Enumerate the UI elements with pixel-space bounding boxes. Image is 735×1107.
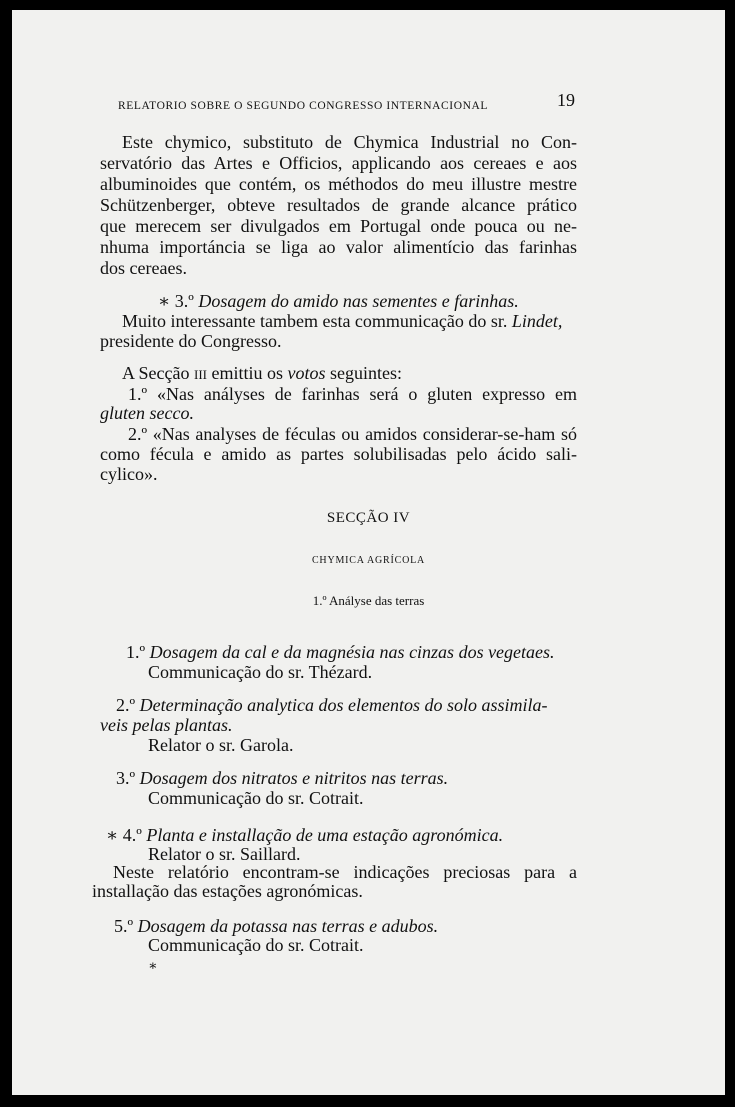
- item-note: Communicação do sr. Cotrait.: [148, 788, 364, 808]
- item-title: Dosagem dos nitratos e nitritos nas terras.: [139, 768, 449, 788]
- section-title: SECÇÃO IV: [326, 510, 411, 526]
- item-3-text: presidente do Congresso.: [100, 331, 282, 351]
- section-subtitle: CHYMICA AGRÍCOLA: [311, 555, 426, 566]
- text-line: que merecem ser divulgados em Portugal onde pouca ou ne-: [100, 216, 577, 236]
- voto-1: 1.º «Nas anályses de farinhas será o gluten expresso em: [128, 384, 577, 404]
- item-title: Dosagem da cal e da magnésia nas cinzas dos vegetaes.: [149, 642, 555, 662]
- votos-intro: [122, 363, 402, 385]
- page-number: 19: [557, 90, 575, 110]
- end-asterisk: ∗: [148, 959, 158, 974]
- item-note: Relator o sr. Saillard.: [148, 844, 301, 864]
- item-5-heading: [114, 916, 438, 936]
- item-number: 3.º: [116, 768, 136, 788]
- item-number: ∗ 4.º: [106, 825, 142, 845]
- item-title-cont: veis pelas plantas.: [100, 715, 233, 735]
- text-line: nhuma importáncia se liga ao valor alimentício das farinhas: [100, 237, 577, 257]
- voto-1-end: gluten secco.: [100, 403, 194, 423]
- text-line: Este chymico, substituto de Chymica Industrial no Con-: [122, 132, 577, 152]
- item-note: Communicação do sr. Cotrait.: [148, 935, 364, 955]
- person-name: Lindet,: [511, 311, 563, 331]
- item-title: Planta e installação de uma estação agronómica.: [146, 825, 504, 845]
- text-line: dos cereaes.: [100, 258, 187, 278]
- item-number: 2.º: [116, 695, 136, 715]
- item-4-text: installação das estações agronómicas.: [92, 881, 363, 901]
- item-3s4-heading: [116, 768, 448, 788]
- item-3-text: [122, 311, 577, 331]
- text-line: Schützenberger, obteve resultados de grande alcance prático: [100, 195, 577, 215]
- voto-2: cylico».: [100, 464, 158, 484]
- text-span: emittiu os: [211, 363, 283, 383]
- running-header: RELATORIO SOBRE O SEGUNDO CONGRESSO INTERNACIONAL: [118, 100, 489, 112]
- item-number: 5.º: [114, 916, 134, 936]
- text-span: A Secção: [122, 363, 190, 383]
- item-2-heading: [116, 695, 548, 715]
- voto-2: 2.º «Nas analyses de féculas ou amidos considerar-se-ham só: [128, 424, 577, 444]
- item-3-heading: [158, 291, 519, 311]
- voto-2: como fécula e amido as partes solubilisadas pelo ácido sali-: [100, 444, 577, 464]
- item-title: Dosagem do amido nas sementes e farinhas.: [198, 291, 519, 311]
- text-line: servatório das Artes e Officios, applicando aos cereaes e aos: [100, 153, 577, 173]
- section-ref: III: [193, 367, 207, 382]
- item-note: Communicação do sr. Thézard.: [148, 662, 373, 682]
- item-4-heading: [106, 825, 503, 845]
- item-title: Dosagem da potassa nas terras e adubos.: [137, 916, 439, 936]
- item-number: 1.º: [126, 642, 146, 662]
- text-span: Muito interessante tambem esta communicação do sr.: [122, 311, 508, 331]
- item-number: ∗ 3.º: [158, 291, 194, 311]
- item-title: Determinação analytica dos elementos do solo assimila-: [139, 695, 548, 715]
- text-line: albuminoides que contém, os méthodos do meu illustre mestre: [100, 174, 577, 194]
- subsection-title: 1.º Anályse das terras: [312, 593, 425, 608]
- document-page: [12, 10, 725, 1095]
- text-span: votos: [287, 363, 326, 383]
- item-1-heading: [126, 642, 555, 662]
- text-span: seguintes:: [329, 363, 402, 383]
- item-note: Relator o sr. Garola.: [148, 735, 294, 755]
- item-4-text: Neste relatório encontram-se indicações preciosas para a: [113, 862, 577, 882]
